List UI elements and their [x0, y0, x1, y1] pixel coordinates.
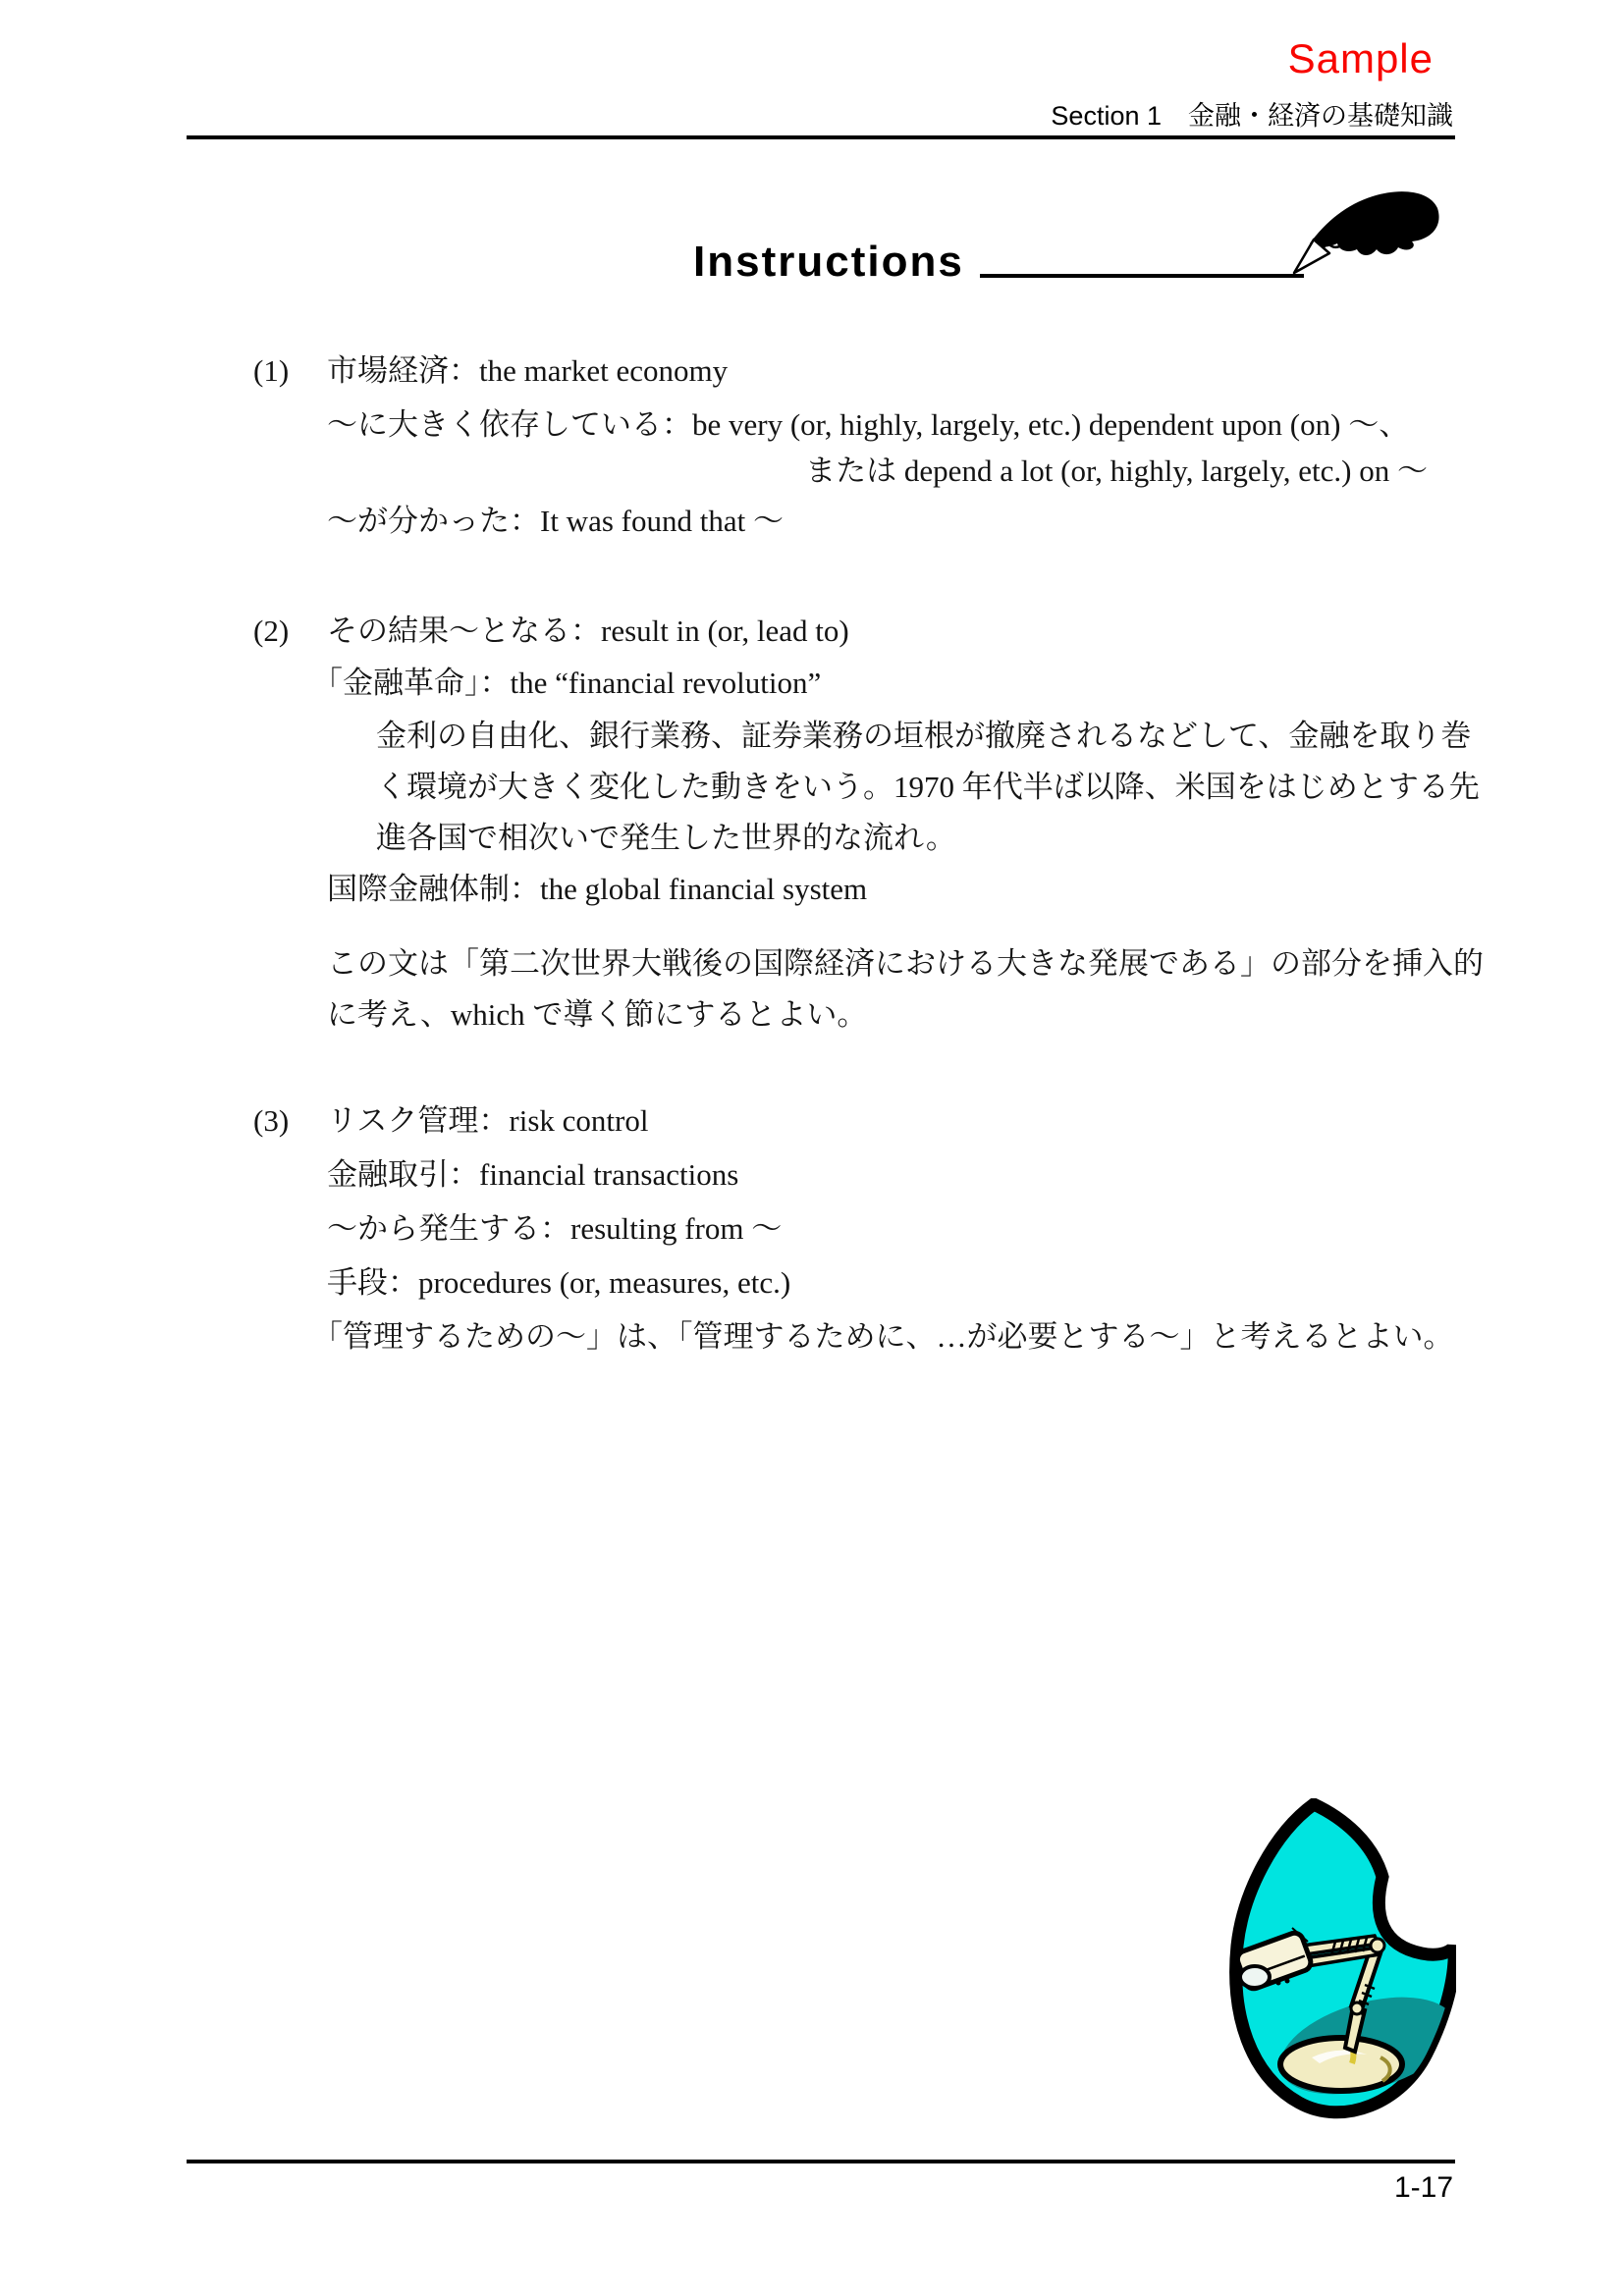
- item2-number: (2): [253, 614, 290, 648]
- item2-paragraph-line1: 金利の自由化、銀行業務、証券業務の垣根が撤廃されるなどして、金融を取り巻: [376, 719, 1472, 753]
- item1-line-market-economy: 市場経済：the market economy: [327, 353, 729, 388]
- item3-line-resulting-from: ～から発生する：resulting from ～: [327, 1211, 783, 1246]
- item2-note-line1: この文は「第二次世界大戦後の国際経済における大きな発展である」の部分を挿入的: [327, 946, 1484, 981]
- item2-paragraph-line2: く環境が大きく変化した動きをいう。1970 年代半ば以降、米国をはじめとする先: [376, 770, 1480, 804]
- sample-watermark: Sample: [1287, 35, 1434, 81]
- item3-line-procedures: 手段：procedures (or, measures, etc.): [327, 1265, 791, 1300]
- header-rule: [187, 135, 1455, 139]
- item3-line-kanri-note: 「管理するための～」は、「管理するために、…が必要とする～」と考えるとよい。: [312, 1319, 1454, 1354]
- section-header: Section 1 金融・経済の基礎知識: [1051, 101, 1453, 131]
- item3-line-financial-transactions: 金融取引：financial transactions: [327, 1157, 739, 1192]
- item1-line-it-was-found: ～が分かった：It was found that ～: [327, 504, 784, 538]
- item2-line-global-financial-system: 国際金融体制：the global financial system: [327, 872, 868, 906]
- item3-line-risk-control: リスク管理：risk control: [327, 1103, 649, 1138]
- item1-line-dependent-upon: ～に大きく依存している：be very (or, highly, largely, etc.) dependent upon (on) ～、: [327, 407, 1410, 442]
- item3-number: (3): [253, 1103, 290, 1138]
- page-title: Instructions: [693, 238, 964, 286]
- title-underline: [980, 274, 1304, 278]
- quill-pen-icon: [1274, 183, 1446, 282]
- item2-paragraph-line3: 進各国で相次いで発生した世界的な流れ。: [376, 821, 956, 855]
- item2-line-result-in: その結果～となる：result in (or, lead to): [327, 614, 849, 648]
- desk-lamp-illustration: [1225, 1798, 1456, 2132]
- item1-number: (1): [253, 353, 290, 388]
- item2-line-financial-revolution: 「金融革命」：the “financial revolution”: [312, 666, 822, 700]
- page-number: 1-17: [1393, 2171, 1453, 2204]
- footer-rule: [187, 2160, 1455, 2163]
- item1-line-depend-a-lot: または depend a lot (or, highly, largely, etc.) on ～: [805, 454, 1428, 488]
- item2-note-line2: に考え、which で導く節にするとよい。: [327, 997, 868, 1032]
